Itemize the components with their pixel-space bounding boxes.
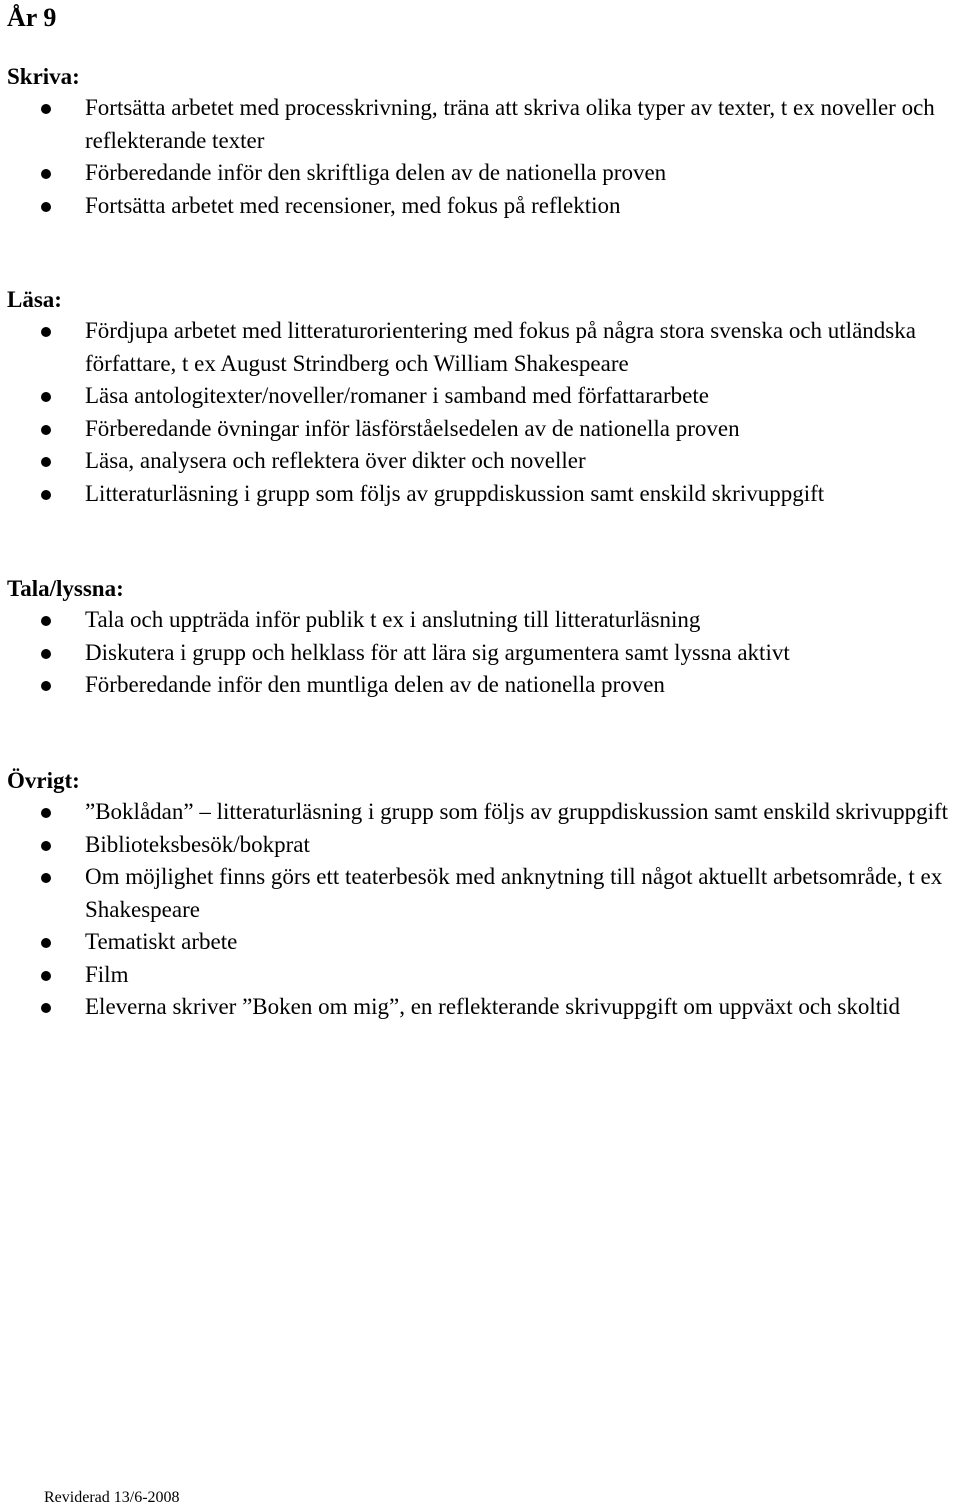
bullet-icon [41, 1003, 51, 1013]
list-item [0, 190, 960, 223]
list-item-text: Förberedande inför den muntliga delen av de nationella proven [85, 672, 665, 697]
list-item [0, 926, 960, 959]
list-item [0, 478, 960, 511]
list-item [0, 637, 960, 670]
bullet-list [0, 604, 960, 702]
bullet-icon [41, 327, 51, 337]
list-item [0, 92, 960, 157]
section-heading: Skriva: [7, 64, 80, 89]
bullet-icon [41, 457, 51, 467]
list-item [0, 796, 960, 829]
bullet-icon [41, 202, 51, 212]
list-item [0, 959, 960, 992]
section-heading: Läsa: [7, 287, 62, 312]
bullet-list [0, 315, 960, 510]
list-item-text: ”Boklådan” – litteraturläsning i grupp som följs av gruppdiskussion samt enskild skrivuppgift [85, 799, 949, 824]
list-item [0, 413, 960, 446]
section-ovrigt [0, 766, 960, 1024]
list-item-text: Film [85, 961, 129, 987]
list-item [0, 445, 960, 478]
bullet-icon [41, 425, 51, 435]
bullet-icon [41, 616, 51, 626]
list-item-text: Eleverna skriver ”Boken om mig”, en reflekterande skrivuppgift om uppväxt och skoltid [85, 994, 900, 1019]
list-item-text: Diskutera i grupp och helklass för att lära sig argumentera samt lyssna aktivt [85, 639, 790, 665]
list-item-text: Förberedande inför den skriftliga delen av de nationella proven [85, 160, 667, 185]
bullet-icon [41, 392, 51, 402]
list-item [0, 669, 960, 702]
list-item-text: Fortsätta arbetet med recensioner, med fokus på reflektion [85, 192, 621, 218]
bullet-icon [41, 649, 51, 659]
list-item-text: Fortsätta arbetet med processkrivning, träna att skriva olika typer av texter, t ex noveller och reflekterande texter [85, 95, 935, 153]
list-item [0, 315, 960, 380]
list-item-text: Om möjlighet finns görs ett teaterbesök med anknytning till något aktuellt arbetsområde, t ex Shakespeare [85, 864, 943, 922]
revision-footer: Reviderad 13/6-2008 [44, 1489, 180, 1506]
list-item [0, 861, 960, 926]
section-lasa [0, 285, 960, 510]
bullet-icon [41, 938, 51, 948]
list-item-text: Litteraturläsning i grupp som följs av gruppdiskussion samt enskild skrivuppgift [85, 480, 825, 506]
bullet-icon [41, 104, 51, 114]
bullet-icon [41, 808, 51, 818]
list-item [0, 604, 960, 637]
list-item-text: Läsa antologitexter/noveller/romaner i samband med författararbete [85, 383, 709, 408]
list-item-text: Förberedande övningar inför läsförståelsedelen av de nationella proven [85, 415, 740, 441]
bullet-icon [41, 971, 51, 981]
bullet-icon [41, 169, 51, 179]
list-item-text: Fördjupa arbetet med litteraturorientering med fokus på några stora svenska och utländska författare, t ex August Strindberg och William Shakespeare [85, 318, 916, 376]
bullet-list [0, 92, 960, 222]
bullet-icon [41, 681, 51, 691]
list-item [0, 829, 960, 862]
list-item [0, 991, 960, 1024]
section-heading: Tala/lyssna: [7, 576, 124, 601]
list-item-text: Tematiskt arbete [85, 929, 238, 954]
bullet-icon [41, 490, 51, 500]
list-item-text: Biblioteksbesök/bokprat [85, 831, 310, 857]
list-item-text: Läsa, analysera och reflektera över dikter och noveller [85, 448, 586, 473]
bullet-list [0, 796, 960, 1024]
list-item [0, 380, 960, 413]
section-tala-lyssna [0, 574, 960, 702]
list-item-text: Tala och uppträda inför publik t ex i anslutning till litteraturläsning [85, 607, 701, 632]
section-skriva [0, 62, 960, 222]
bullet-icon [41, 841, 51, 851]
list-item [0, 157, 960, 190]
section-heading: Övrigt: [7, 768, 80, 793]
bullet-icon [41, 873, 51, 883]
page-title: År 9 [7, 3, 57, 32]
